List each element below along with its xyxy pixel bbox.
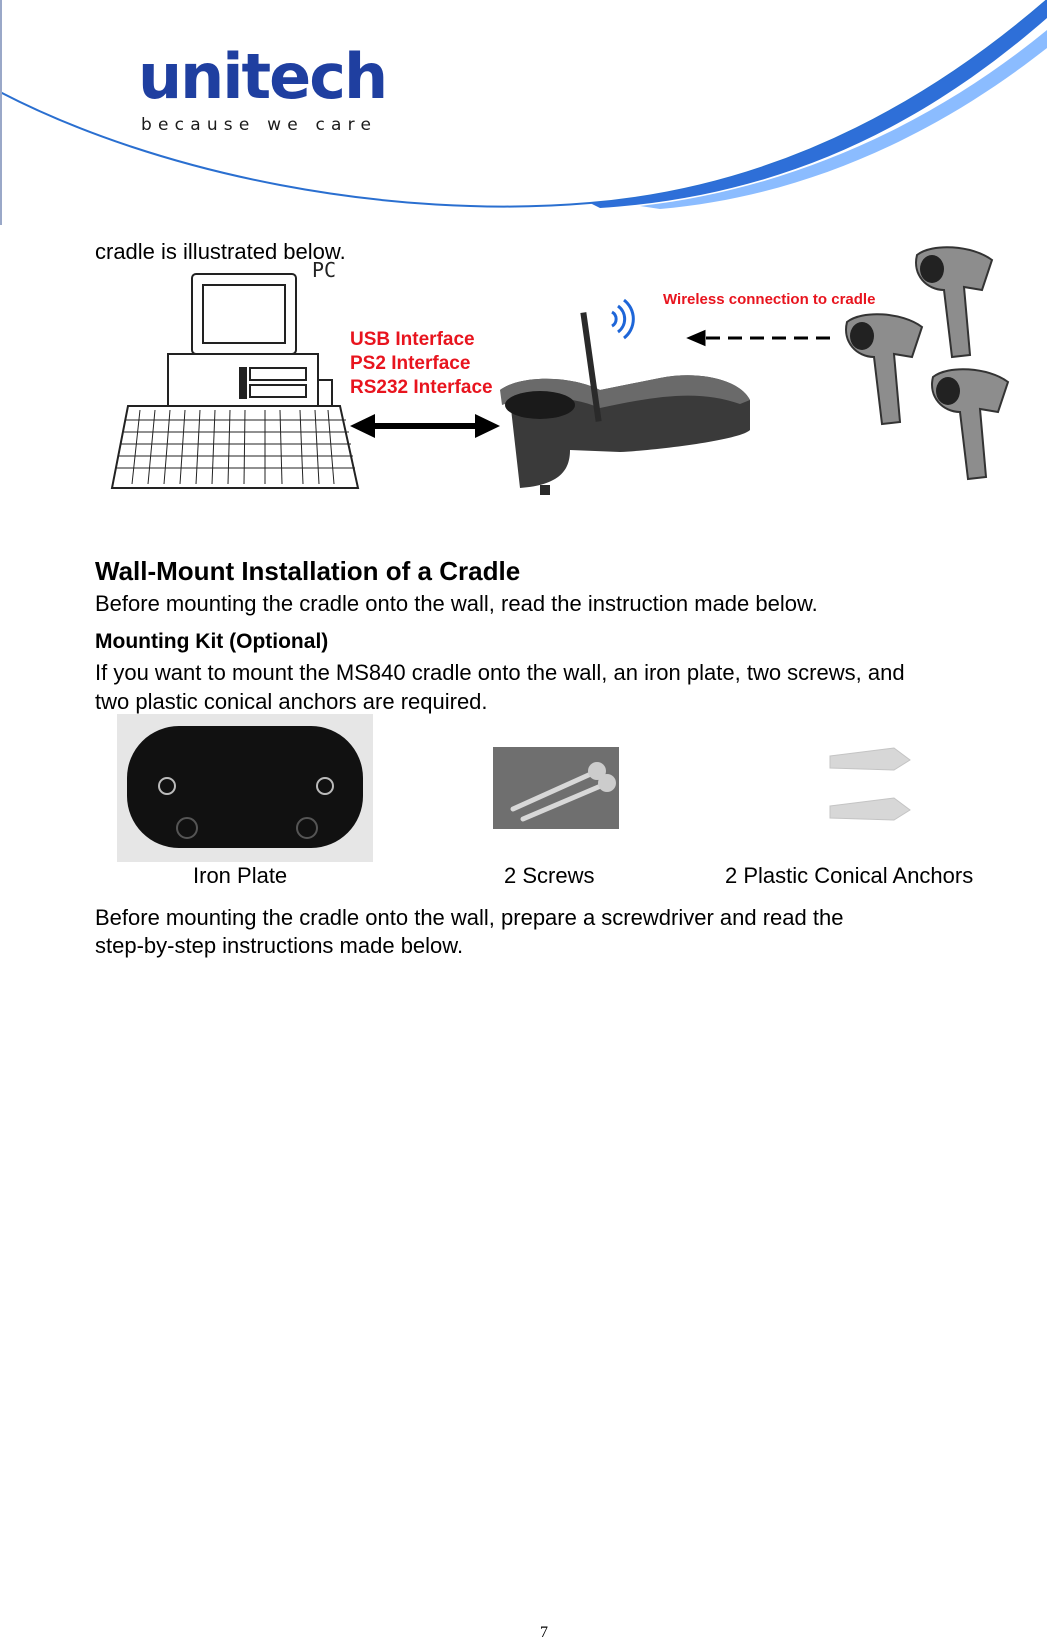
wireless-connection-label: Wireless connection to cradle <box>663 291 876 308</box>
intro-text: cradle is illustrated below. <box>95 239 346 264</box>
pc-label: PC <box>312 258 337 282</box>
kit-heading: Mounting Kit (Optional) <box>95 630 329 653</box>
screws-image <box>493 747 619 829</box>
caption-anchors: 2 Plastic Conical Anchors <box>725 863 974 888</box>
kit-description-line-2: two plastic conical anchors are required. <box>95 689 488 714</box>
wireless-signal-icon <box>612 300 633 338</box>
rs232-interface-label: RS232 Interface <box>350 377 493 398</box>
kit-description-line-1: If you want to mount the MS840 cradle onto the wall, an iron plate, two screws, and <box>95 660 905 685</box>
usb-interface-label: USB Interface <box>350 329 475 350</box>
iron-plate-image <box>117 714 373 862</box>
section-heading: Wall-Mount Installation of a Cradle <box>95 556 521 586</box>
wired-connection-arrow <box>350 414 500 438</box>
closing-text-line-1: Before mounting the cradle onto the wall, prepare a screwdriver and read the <box>95 905 844 930</box>
logo-tagline: because we care <box>141 115 378 135</box>
connection-diagram <box>100 240 1047 525</box>
ps2-interface-label: PS2 Interface <box>350 353 471 374</box>
caption-screws: 2 Screws <box>504 863 595 888</box>
page-number: 7 <box>540 1624 548 1641</box>
plastic-anchors-image <box>824 740 916 840</box>
scanner-illustrations <box>846 247 1008 479</box>
unitech-logo: unitech <box>138 40 387 113</box>
wireless-connection-arrow <box>690 332 830 344</box>
caption-iron-plate: Iron Plate <box>193 863 288 888</box>
closing-text-line-2: step-by-step instructions made below. <box>95 933 464 958</box>
cradle-illustration <box>500 312 750 495</box>
section-intro: Before mounting the cradle onto the wall, read the instruction made below. <box>95 591 818 616</box>
pc-illustration <box>112 274 358 488</box>
